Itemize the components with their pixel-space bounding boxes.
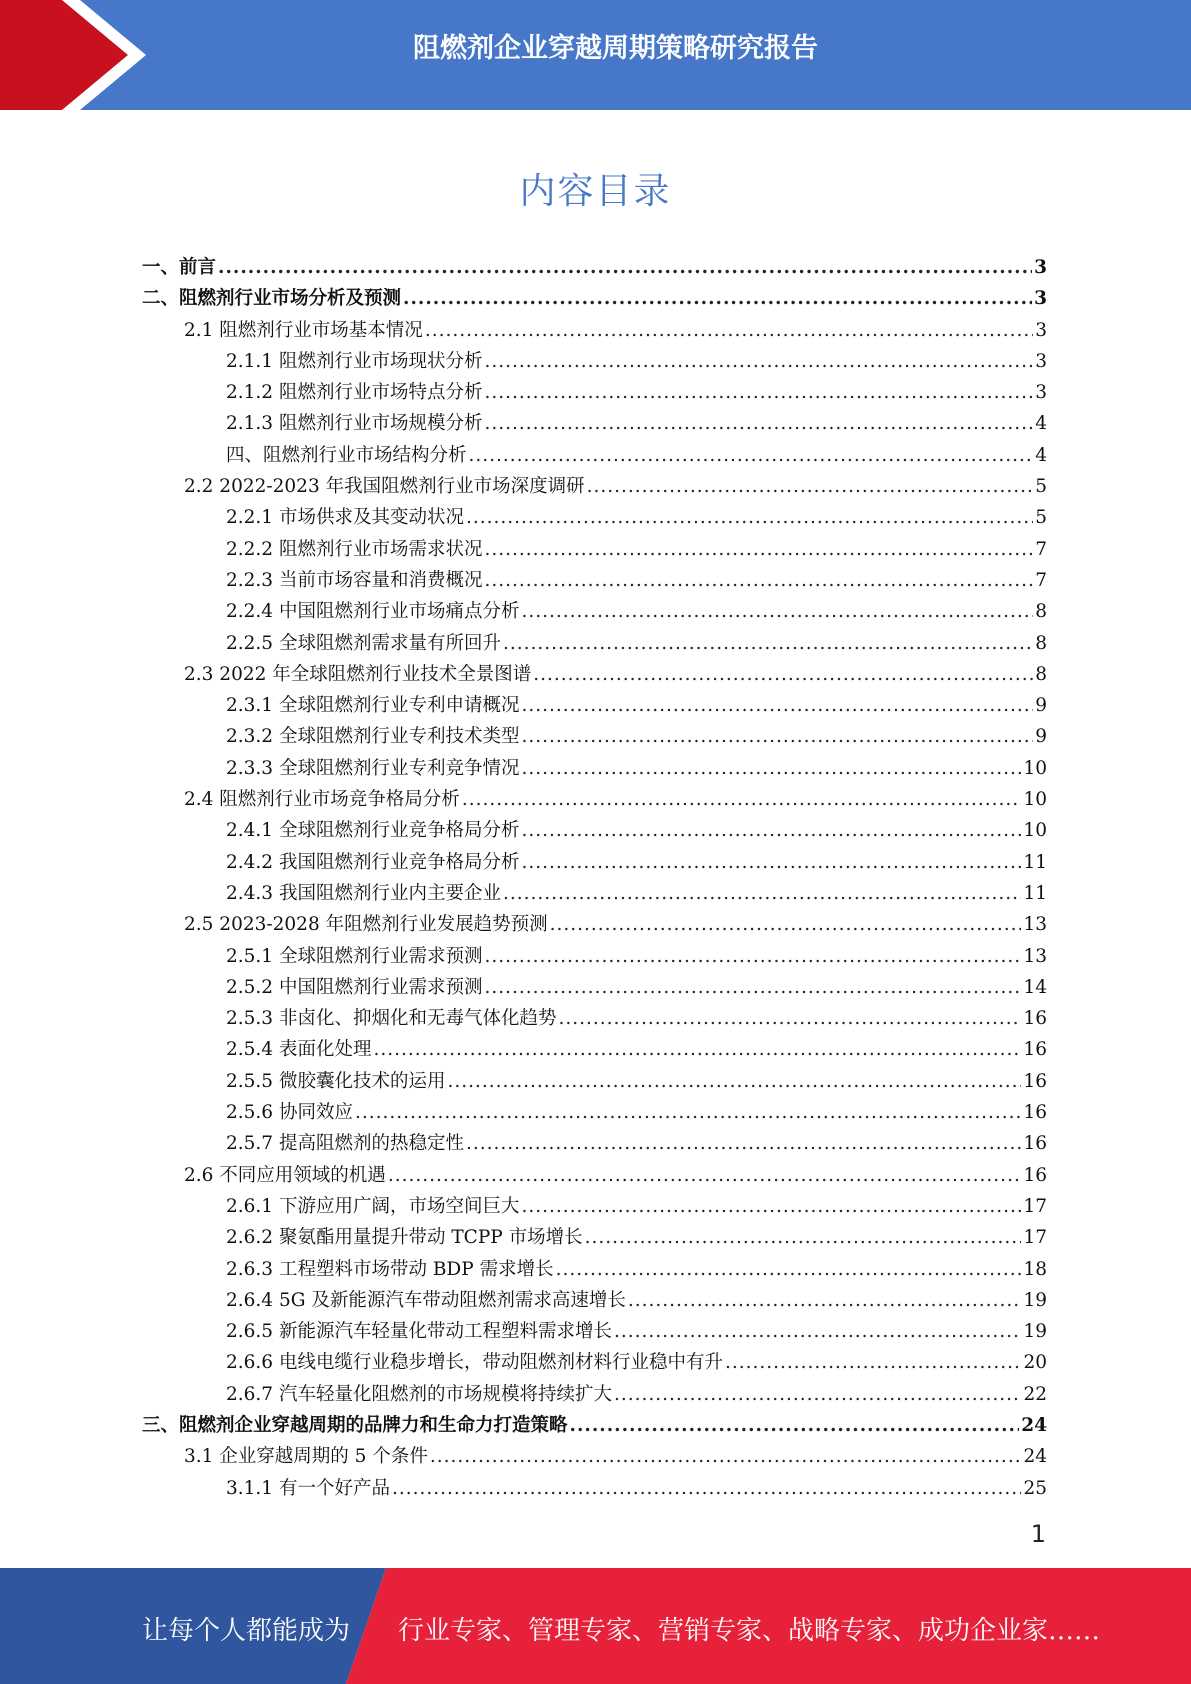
- toc-entry-label: 2.2.1 市场供求及其变动状况: [226, 507, 464, 529]
- footer-slogan-left: 让每个人都能成为: [142, 1616, 351, 1646]
- toc-leader-dots: [521, 695, 1033, 716]
- toc-entry-page: 4: [1035, 413, 1047, 435]
- footer-slogan-right: 行业专家、管理专家、营销专家、战略专家、成功企业家……: [398, 1616, 1101, 1646]
- toc-entry-page: 11: [1023, 851, 1047, 873]
- toc-entry-label: 2.1 阻燃剂行业市场基本情况: [184, 319, 423, 341]
- toc-leader-dots: [388, 1165, 1022, 1186]
- toc-entry[interactable]: [142, 1474, 1047, 1505]
- toc-entry[interactable]: [142, 503, 1047, 534]
- toc-entry-page: 3: [1034, 257, 1047, 278]
- toc-leader-dots: [484, 413, 1033, 434]
- toc-entry[interactable]: [142, 284, 1047, 315]
- toc-entry-page: 14: [1023, 976, 1047, 998]
- toc-entry-label: 2.6.6 电线电缆行业稳步增长，带动阻燃剂材料行业稳中有升: [226, 1352, 723, 1374]
- toc-entry-page: 19: [1023, 1321, 1047, 1343]
- toc-entry-page: 22: [1023, 1383, 1047, 1405]
- toc-entry-page: 10: [1023, 757, 1047, 779]
- toc-entry-label: 2.5.3 非卤化、抑烟化和无毒气体化趋势: [226, 1008, 557, 1030]
- toc-leader-dots: [466, 507, 1033, 528]
- toc-leader-dots: [447, 1071, 1021, 1092]
- toc-entry-page: 13: [1023, 914, 1047, 936]
- toc-entry-page: 9: [1035, 726, 1047, 748]
- toc-leader-dots: [484, 977, 1021, 998]
- toc-entry[interactable]: [142, 848, 1047, 879]
- toc-entry[interactable]: [142, 253, 1047, 284]
- toc-entry-page: 20: [1023, 1352, 1047, 1374]
- toc-leader-dots: [521, 820, 1021, 841]
- toc-entry[interactable]: [142, 1255, 1047, 1286]
- toc-entry-page: 10: [1023, 789, 1047, 811]
- toc-leader-dots: [484, 351, 1033, 372]
- toc-leader-dots: [558, 1008, 1021, 1029]
- toc-entry[interactable]: [142, 535, 1047, 566]
- footer-band: [0, 1568, 1191, 1684]
- toc-leader-dots: [628, 1290, 1022, 1311]
- toc-entry[interactable]: [142, 942, 1047, 973]
- toc-entry-page: 25: [1023, 1477, 1047, 1499]
- toc-entry[interactable]: [142, 409, 1047, 440]
- toc-leader-dots: [614, 1321, 1021, 1342]
- toc-leader-dots: [469, 445, 1034, 466]
- toc-entry[interactable]: [142, 910, 1047, 941]
- toc-entry[interactable]: [142, 660, 1047, 691]
- toc-entry-page: 18: [1023, 1258, 1047, 1280]
- toc-entry-label: 2.5 2023-2028 年阻燃剂行业发展趋势预测: [184, 914, 548, 936]
- toc-entry-page: 11: [1023, 882, 1047, 904]
- toc-entry-label: 2.3.2 全球阻燃剂行业专利技术类型: [226, 726, 520, 748]
- toc-entry-label: 2.4.2 我国阻燃剂行业竞争格局分析: [226, 851, 520, 873]
- toc-leader-dots: [503, 883, 1021, 904]
- toc-leader-dots: [725, 1352, 1021, 1373]
- toc-leader-dots: [355, 1102, 1022, 1123]
- toc-leader-dots: [484, 382, 1033, 403]
- toc-entry[interactable]: [142, 1067, 1047, 1098]
- toc-leader-dots: [521, 601, 1033, 622]
- toc-entry-page: 5: [1035, 507, 1047, 529]
- toc-entry[interactable]: [142, 1192, 1047, 1223]
- toc-leader-dots: [484, 570, 1033, 591]
- toc-entry-label: 2.1.2 阻燃剂行业市场特点分析: [226, 382, 483, 404]
- toc-leader-dots: [533, 664, 1033, 685]
- toc-entry-page: 16: [1023, 1102, 1047, 1124]
- toc-entry[interactable]: [142, 441, 1047, 472]
- toc-leader-dots: [570, 1415, 1020, 1436]
- toc-entry[interactable]: [142, 1380, 1047, 1411]
- toc-entry-page: 9: [1035, 695, 1047, 717]
- toc-leader-dots: [373, 1039, 1021, 1060]
- toc-entry-page: 19: [1023, 1289, 1047, 1311]
- toc-entry-label: 2.6.7 汽车轻量化阻燃剂的市场规模将持续扩大: [226, 1383, 612, 1405]
- toc-entry-label: 2.6.3 工程塑料市场带动 BDP 需求增长: [226, 1258, 554, 1280]
- toc-entry-label: 2.2.4 中国阻燃剂行业市场痛点分析: [226, 601, 520, 623]
- toc-entry[interactable]: [142, 316, 1047, 347]
- toc-entry-page: 3: [1035, 319, 1047, 341]
- toc-entry[interactable]: [142, 879, 1047, 910]
- toc-entry-page: 13: [1023, 945, 1047, 967]
- toc-heading: 内容目录: [519, 171, 672, 212]
- toc-leader-dots: [550, 914, 1022, 935]
- toc-entry[interactable]: [142, 1098, 1047, 1129]
- toc-entry[interactable]: [142, 1442, 1047, 1473]
- toc-leader-dots: [466, 1133, 1021, 1154]
- toc-leader-dots: [484, 539, 1033, 560]
- table-of-contents: [142, 253, 1047, 1505]
- toc-entry[interactable]: [142, 1004, 1047, 1035]
- toc-entry-label: 2.4.3 我国阻燃剂行业内主要企业: [226, 882, 501, 904]
- toc-entry-label: 2.5.7 提高阻燃剂的热稳定性: [226, 1133, 464, 1155]
- toc-entry[interactable]: [142, 629, 1047, 660]
- toc-entry-label: 2.5.6 协同效应: [226, 1102, 353, 1124]
- toc-leader-dots: [218, 257, 1032, 278]
- toc-leader-dots: [614, 1384, 1021, 1405]
- toc-entry[interactable]: [142, 754, 1047, 785]
- page-number: 1: [1030, 1520, 1046, 1548]
- toc-entry-label: 2.5.1 全球阻燃剂行业需求预测: [226, 945, 483, 967]
- toc-leader-dots: [521, 852, 1021, 873]
- toc-entry[interactable]: [142, 1223, 1047, 1254]
- toc-entry-label: 2.4.1 全球阻燃剂行业竞争格局分析: [226, 820, 520, 842]
- toc-entry[interactable]: [142, 1035, 1047, 1066]
- toc-entry-label: 2.2.3 当前市场容量和消费概况: [226, 569, 483, 591]
- toc-leader-dots: [587, 476, 1034, 497]
- toc-entry-label: 四、阻燃剂行业市场结构分析: [226, 444, 467, 466]
- toc-entry-page: 17: [1023, 1195, 1047, 1217]
- toc-leader-dots: [556, 1259, 1022, 1280]
- toc-entry-label: 2.2.5 全球阻燃剂需求量有所回升: [226, 632, 501, 654]
- toc-entry-page: 24: [1023, 1446, 1047, 1468]
- toc-entry-label: 2.5.5 微胶囊化技术的运用: [226, 1070, 446, 1092]
- toc-entry-label: 2.6.1 下游应用广阔，市场空间巨大: [226, 1195, 520, 1217]
- toc-entry-label: 2.6.2 聚氨酯用量提升带动 TCPP 市场增长: [226, 1227, 583, 1249]
- toc-entry-page: 8: [1035, 601, 1047, 623]
- toc-entry[interactable]: [142, 1348, 1047, 1379]
- toc-entry-label: 2.3.3 全球阻燃剂行业专利竞争情况: [226, 757, 520, 779]
- toc-entry-page: 16: [1023, 1070, 1047, 1092]
- toc-entry-page: 16: [1023, 1164, 1047, 1186]
- toc-entry[interactable]: [142, 785, 1047, 816]
- toc-entry-page: 16: [1023, 1008, 1047, 1030]
- toc-entry-page: 3: [1034, 288, 1047, 310]
- toc-entry-page: 4: [1035, 444, 1047, 466]
- toc-entry-page: 7: [1035, 569, 1047, 591]
- toc-entry-label: 2.5.2 中国阻燃剂行业需求预测: [226, 976, 483, 998]
- toc-entry[interactable]: [142, 597, 1047, 628]
- toc-leader-dots: [521, 1196, 1021, 1217]
- toc-entry[interactable]: [142, 1129, 1047, 1160]
- toc-entry[interactable]: [142, 1317, 1047, 1348]
- toc-entry-page: 16: [1023, 1039, 1047, 1061]
- report-title: 阻燃剂企业穿越周期策略研究报告: [413, 33, 818, 64]
- toc-entry-label: 2.6.5 新能源汽车轻量化带动工程塑料需求增长: [226, 1321, 612, 1343]
- toc-entry[interactable]: [142, 347, 1047, 378]
- header-band: [0, 0, 1191, 110]
- toc-entry-page: 17: [1023, 1227, 1047, 1249]
- toc-entry-label: 2.5.4 表面化处理: [226, 1039, 372, 1061]
- toc-entry[interactable]: [142, 816, 1047, 847]
- toc-leader-dots: [462, 789, 1022, 810]
- toc-entry-page: 3: [1035, 350, 1047, 372]
- toc-entry[interactable]: [142, 1161, 1047, 1192]
- toc-leader-dots: [521, 726, 1033, 747]
- toc-entry[interactable]: [142, 722, 1047, 753]
- toc-entry-label: 二、阻燃剂行业市场分析及预测: [142, 288, 402, 310]
- toc-entry[interactable]: [142, 973, 1047, 1004]
- toc-entry[interactable]: [142, 691, 1047, 722]
- toc-leader-dots: [425, 320, 1033, 341]
- toc-leader-dots: [392, 1478, 1021, 1499]
- toc-entry-page: 8: [1035, 663, 1047, 685]
- toc-entry[interactable]: [142, 378, 1047, 409]
- toc-entry-label: 2.1.1 阻燃剂行业市场现状分析: [226, 350, 483, 372]
- toc-entry-page: 7: [1035, 538, 1047, 560]
- toc-entry-label: 2.2.2 阻燃剂行业市场需求状况: [226, 538, 483, 560]
- toc-leader-dots: [403, 288, 1032, 309]
- toc-leader-dots: [484, 946, 1021, 967]
- toc-entry-label: 2.6.4 5G 及新能源汽车带动阻燃剂需求高速增长: [226, 1289, 626, 1311]
- toc-leader-dots: [503, 633, 1033, 654]
- toc-entry-label: 3.1.1 有一个好产品: [226, 1477, 390, 1499]
- toc-entry-label: 2.3.1 全球阻燃剂行业专利申请概况: [226, 695, 520, 717]
- toc-entry[interactable]: [142, 1411, 1047, 1442]
- toc-entry-label: 三、阻燃剂企业穿越周期的品牌力和生命力打造策略: [142, 1414, 568, 1436]
- toc-entry-page: 10: [1023, 820, 1047, 842]
- toc-entry-page: 5: [1035, 476, 1047, 498]
- toc-entry-page: 24: [1021, 1414, 1047, 1436]
- toc-leader-dots: [585, 1227, 1022, 1248]
- toc-entry-label: 2.3 2022 年全球阻燃剂行业技术全景图谱: [184, 663, 532, 685]
- toc-entry-label: 2.1.3 阻燃剂行业市场规模分析: [226, 413, 483, 435]
- toc-entry-page: 3: [1035, 382, 1047, 404]
- toc-entry-page: 8: [1035, 632, 1047, 654]
- toc-entry-label: 一、前言: [142, 257, 217, 278]
- toc-leader-dots: [430, 1446, 1022, 1467]
- toc-entry-page: 16: [1023, 1133, 1047, 1155]
- toc-entry[interactable]: [142, 472, 1047, 503]
- toc-entry[interactable]: [142, 566, 1047, 597]
- toc-entry[interactable]: [142, 1286, 1047, 1317]
- toc-leader-dots: [521, 758, 1021, 779]
- toc-entry-label: 2.2 2022-2023 年我国阻燃剂行业市场深度调研: [184, 476, 585, 498]
- toc-entry-label: 3.1 企业穿越周期的 5 个条件: [184, 1446, 428, 1468]
- toc-entry-label: 2.4 阻燃剂行业市场竞争格局分析: [184, 789, 460, 811]
- toc-entry-label: 2.6 不同应用领域的机遇: [184, 1164, 386, 1186]
